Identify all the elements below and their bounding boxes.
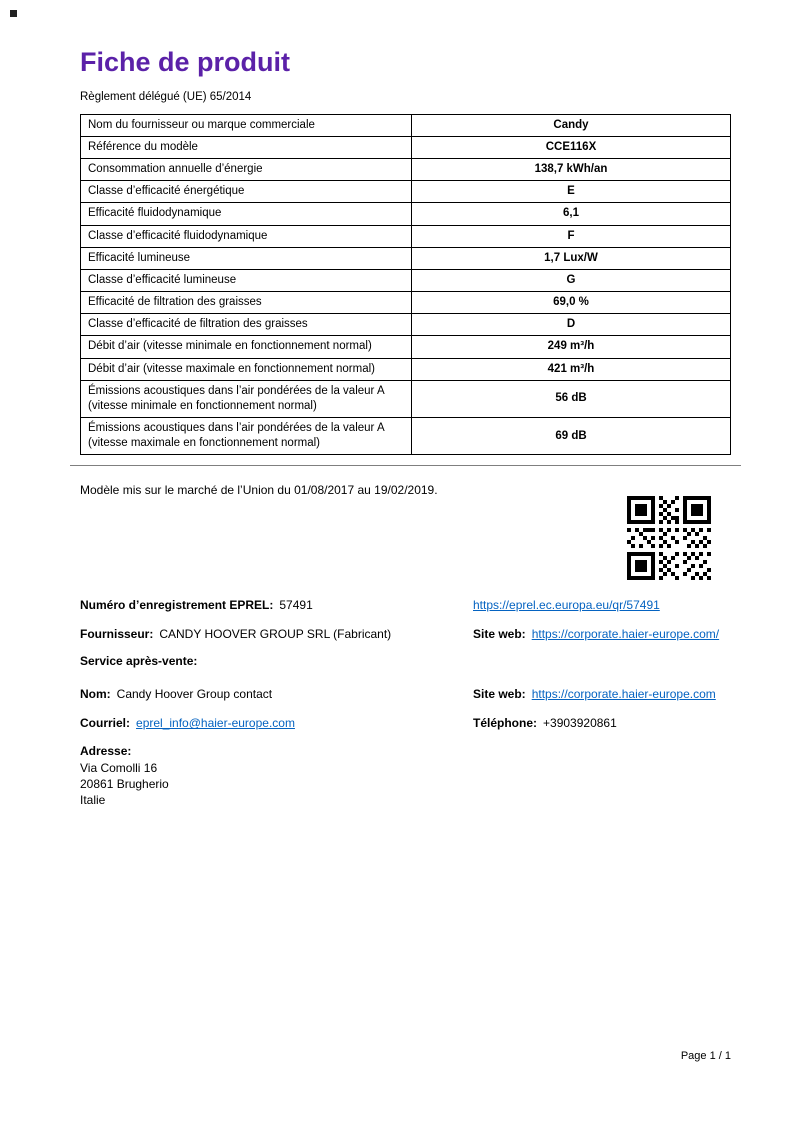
contact-name-row	[80, 686, 731, 702]
after-sales-label: Service après-vente:	[80, 653, 198, 668]
table-row	[81, 269, 731, 291]
spec-value-cell: 1,7 Lux/W	[412, 247, 731, 269]
table-row	[81, 181, 731, 203]
eprel-row	[80, 597, 731, 613]
address-label: Adresse:	[80, 744, 132, 759]
spec-value-cell: 6,1	[412, 203, 731, 225]
spec-label-cell: Nom du fournisseur ou marque commerciale	[81, 114, 412, 136]
spec-label-cell: Classe d’efficacité énergétique	[81, 181, 412, 203]
spec-value-cell: D	[412, 314, 731, 336]
email-label: Courriel:	[80, 716, 131, 731]
market-placement-note: Modèle mis sur le marché de l’Union du 01/08/2017 au 19/02/2019.	[80, 483, 438, 498]
spec-value-cell: Candy	[412, 114, 731, 136]
spec-value-cell: 421 m³/h	[412, 358, 731, 380]
table-row	[81, 292, 731, 314]
spec-label-cell: Référence du modèle	[81, 136, 412, 158]
address-line-2: 20861 Brugherio	[80, 777, 169, 791]
spec-value-cell: F	[412, 225, 731, 247]
spec-value-cell: CCE116X	[412, 136, 731, 158]
supplier-website-link[interactable]: https://corporate.haier-europe.com/	[531, 626, 720, 641]
supplier-row	[80, 626, 731, 642]
table-row	[81, 336, 731, 358]
table-row	[81, 358, 731, 380]
service-website-link[interactable]: https://corporate.haier-europe.com	[531, 687, 716, 701]
table-row	[81, 225, 731, 247]
spec-label-cell: Classe d’efficacité de filtration des graisses	[81, 314, 412, 336]
spec-value-cell: G	[412, 269, 731, 291]
details-section	[80, 483, 731, 808]
spec-label-cell: Débit d’air (vitesse minimale en fonctionnement normal)	[81, 336, 412, 358]
table-row	[81, 247, 731, 269]
spec-label-cell: Efficacité de filtration des graisses	[81, 292, 412, 314]
table-row	[81, 136, 731, 158]
page-title: Fiche de produit	[80, 47, 291, 77]
product-spec-table	[80, 114, 731, 456]
page-number: Page 1 / 1	[680, 1050, 731, 1062]
regulation-reference: Règlement délégué (UE) 65/2014	[80, 90, 252, 103]
table-row	[81, 418, 731, 455]
spec-value-cell: 138,7 kWh/an	[412, 159, 731, 181]
spec-label-cell: Efficacité fluidodynamique	[81, 203, 412, 225]
phone-label: Téléphone:	[473, 716, 538, 731]
spec-value-cell: 249 m³/h	[412, 336, 731, 358]
spec-label-cell: Classe d’efficacité fluidodynamique	[81, 225, 412, 247]
spec-value-cell: 69 dB	[412, 418, 731, 455]
eprel-label: Numéro d’enregistrement EPREL:	[80, 598, 274, 613]
spec-label-cell: Classe d’efficacité lumineuse	[81, 269, 412, 291]
table-row	[81, 114, 731, 136]
spec-label-cell: Consommation annuelle d’énergie	[81, 159, 412, 181]
contact-name-label: Nom:	[80, 687, 111, 701]
spec-label-cell: Émissions acoustiques dans l’air pondérées de la valeur A (vitesse minimale en fonctionnement normal)	[81, 380, 412, 417]
spec-label-cell: Débit d’air (vitesse maximale en fonctionnement normal)	[81, 358, 412, 380]
product-spec-table-body	[81, 114, 731, 455]
after-sales-row	[80, 653, 731, 669]
corner-mark	[10, 10, 17, 17]
eprel-value: 57491	[279, 598, 313, 613]
address-block	[80, 743, 731, 808]
section-divider	[70, 465, 741, 466]
email-link[interactable]: eprel_info@haier-europe.com	[136, 716, 295, 731]
spec-label-cell: Émissions acoustiques dans l’air pondérées de la valeur A (vitesse maximale en fonctionnement normal)	[81, 418, 412, 455]
spec-value-cell: E	[412, 181, 731, 203]
phone-value: +3903920861	[543, 716, 617, 731]
spec-value-cell: 56 dB	[412, 380, 731, 417]
supplier-value: CANDY HOOVER GROUP SRL (Fabricant)	[159, 626, 392, 641]
website-label-2: Site web:	[473, 687, 526, 701]
contact-name-value: Candy Hoover Group contact	[116, 687, 273, 701]
address-line-1: Via Comolli 16	[80, 760, 158, 775]
spec-value-cell: 69,0 %	[412, 292, 731, 314]
supplier-label: Fournisseur:	[80, 626, 154, 641]
table-row	[81, 380, 731, 417]
address-line-3: Italie	[80, 793, 106, 808]
qr-code	[627, 496, 711, 580]
document-content	[80, 0, 731, 809]
spec-label-cell: Efficacité lumineuse	[81, 247, 412, 269]
table-row	[81, 203, 731, 225]
table-row	[81, 159, 731, 181]
website-label: Site web:	[473, 626, 526, 641]
email-phone-row	[80, 715, 731, 731]
eprel-link[interactable]: https://eprel.ec.europa.eu/qr/57491	[473, 598, 660, 613]
table-row	[81, 314, 731, 336]
